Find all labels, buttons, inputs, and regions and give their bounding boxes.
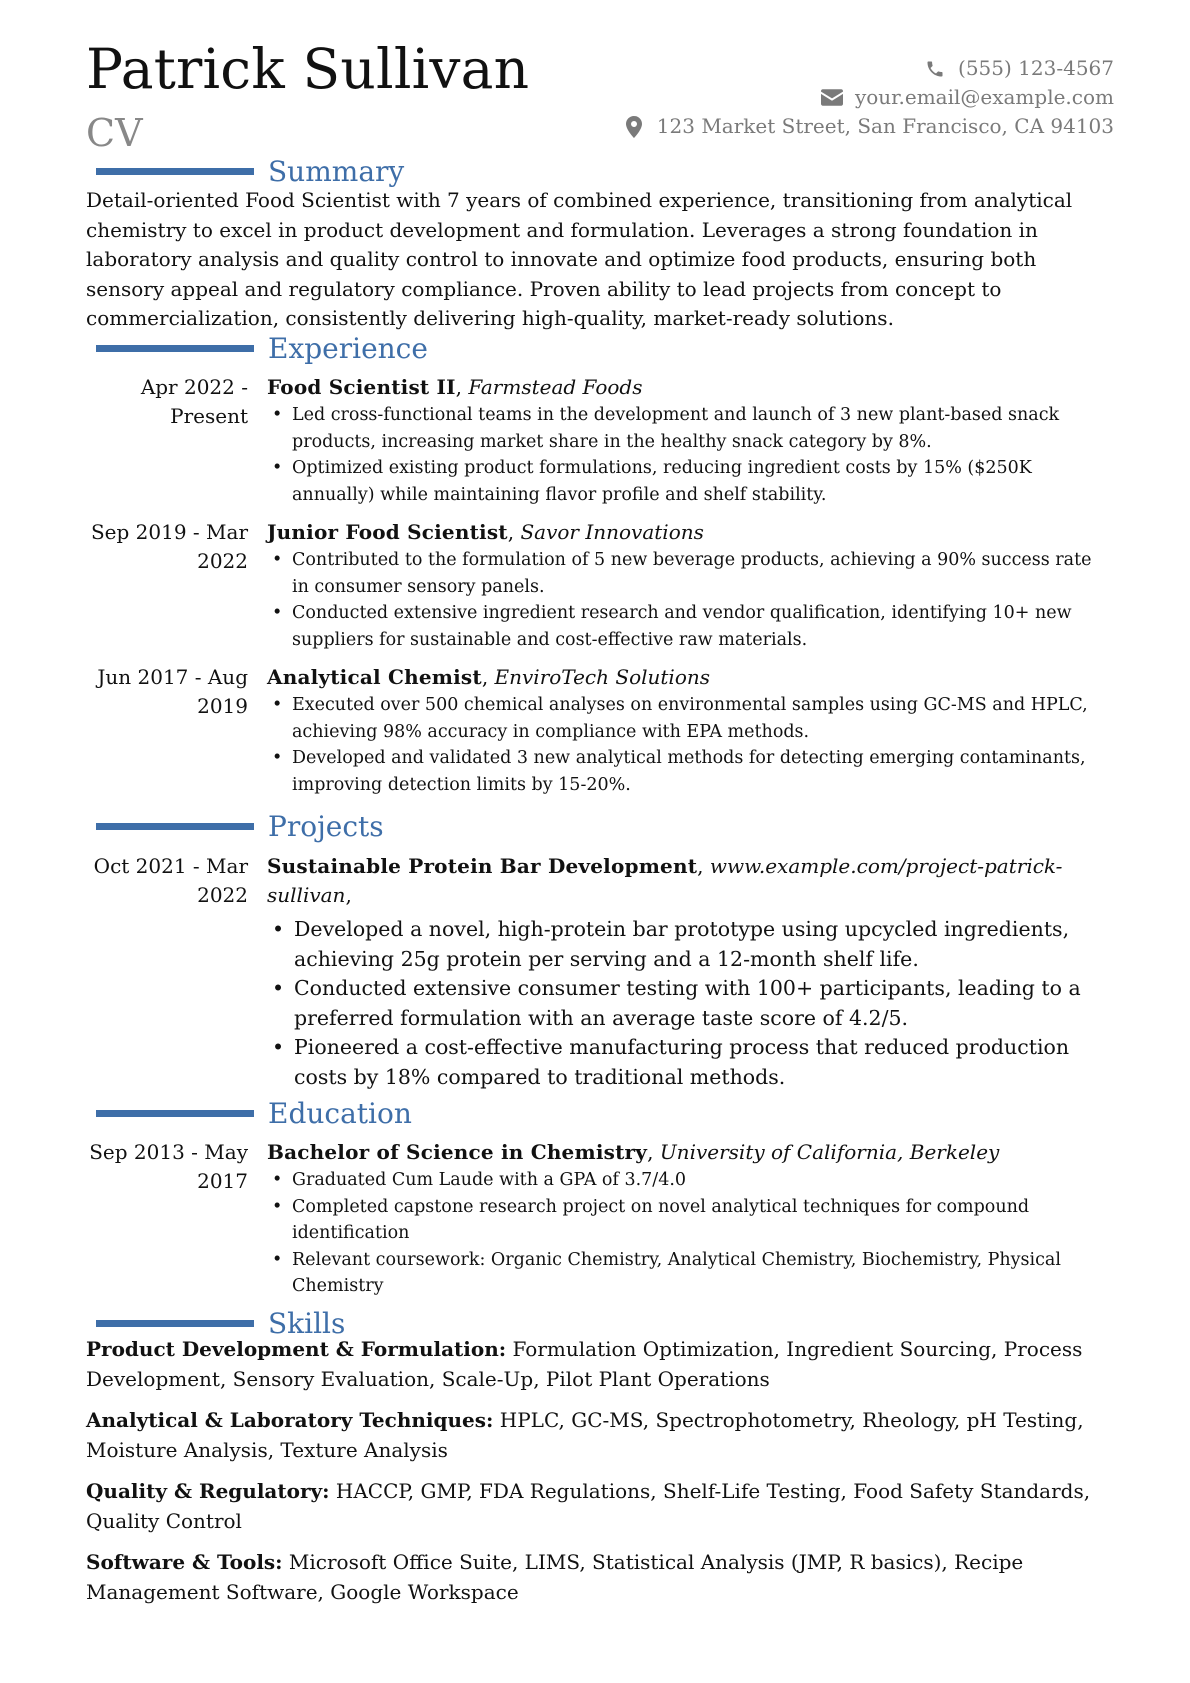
section-accent-bar [96, 168, 254, 175]
skill-row [86, 1548, 1116, 1607]
phone-icon [924, 59, 946, 79]
entry-heading: Analytical Chemist, EnviroTech Solutions [267, 665, 711, 689]
bullet-item: • Contributed to the formulation of 5 new beverage products, achieving a 90% success rate in consumer sensory panels. [267, 547, 1109, 600]
bullet-item: • Graduated Cum Laude with a GPA of 3.7/4.0 [267, 1167, 1109, 1194]
entry-heading: Junior Food Scientist, Savor Innovations [267, 520, 704, 544]
contact-address [554, 112, 1114, 141]
person-name: Patrick Sullivan [86, 37, 530, 101]
skill-list: Microsoft Office Suite, LIMS, Statistical Analysis (JMP, R basics), Recipe Management Software, Google Workspace [86, 1550, 1024, 1604]
bullet-item: • Optimized existing product formulations, reducing ingredient costs by 15% ($250K annually) while maintaining flavor profile and shelf stability. [267, 455, 1109, 508]
bullet-item: • Conducted extensive ingredient research and vendor qualification, identifying 10+ new suppliers for sustainable and cost-effective raw materials. [267, 600, 1109, 653]
bullet-list [267, 402, 1109, 508]
skill-category: Analytical & Laboratory Techniques: [86, 1408, 494, 1432]
bullet-list [267, 1167, 1109, 1300]
bullet-item: • Developed a novel, high-protein bar prototype using upcycled ingredients, achieving 25g protein per serving and a 12-month shelf life. [267, 915, 1109, 974]
entry-date: Jun 2017 - Aug 2019 [97, 665, 248, 718]
employer: EnviroTech Solutions [494, 665, 711, 689]
bullet-item: • Executed over 500 chemical analyses on environmental samples using GC-MS and HPLC, achieving 98% accuracy in compliance with EPA methods. [267, 692, 1109, 745]
envelope-icon [821, 88, 843, 108]
entry-body [267, 373, 1109, 508]
skill-row [86, 1477, 1116, 1536]
bullet-item: • Pioneered a cost-effective manufacturing process that reduced production costs by 18% compared to traditional methods. [267, 1033, 1109, 1092]
experience-section-heading [96, 331, 1096, 367]
bullet-list [267, 915, 1109, 1092]
skill-category: Software & Tools: [86, 1550, 283, 1574]
skill-row [86, 1335, 1116, 1394]
job-title: Junior Food Scientist [267, 520, 508, 544]
contact-email [554, 83, 1114, 112]
bullet-item: • Led cross-functional teams in the development and launch of 3 new plant-based snack products, increasing market share in the healthy snack category by 8%. [267, 402, 1109, 455]
contact-block [554, 54, 1114, 141]
document-subtitle: CV [86, 111, 143, 155]
summary-section-heading [96, 154, 1096, 190]
education-section-heading [96, 1096, 1096, 1132]
entry-heading: Food Scientist II, Farmstead Foods [267, 375, 643, 399]
entry-heading: Sustainable Protein Bar Development, www.example.com/project-patrick-sullivan, [267, 854, 1063, 907]
entry-date: Sep 2013 - May 2017 [89, 1140, 248, 1193]
project-link[interactable]: www.example.com/project-patrick-sullivan [267, 854, 1063, 907]
skill-category: Quality & Regulatory: [86, 1479, 330, 1503]
job-title: Food Scientist II [267, 375, 456, 399]
entry-date: Oct 2021 - Mar 2022 [93, 854, 248, 907]
projects-section-heading [96, 809, 1096, 845]
section-title: Summary [268, 155, 405, 188]
skill-list: HPLC, GC-MS, Spectrophotometry, Rheology, pH Testing, Moisture Analysis, Texture Analysis [86, 1408, 1084, 1462]
entry-date: Sep 2019 - Mar 2022 [90, 520, 248, 573]
entry-heading: Bachelor of Science in Chemistry, University of California, Berkeley [267, 1140, 1000, 1164]
entry-body [267, 518, 1109, 653]
entry-body [267, 663, 1109, 798]
bullet-item: • Conducted extensive consumer testing with 100+ participants, leading to a preferred formulation with an average taste score of 4.2/5. [267, 974, 1109, 1033]
school: University of California, Berkeley [659, 1140, 1000, 1164]
entry-date: Apr 2022 - Present [140, 375, 248, 428]
skill-row [86, 1406, 1116, 1465]
address-text: 123 Market Street, San Francisco, CA 94103 [656, 114, 1114, 138]
bullet-item: • Completed capstone research project on novel analytical techniques for compound identification [267, 1194, 1109, 1247]
summary-text: Detail-oriented Food Scientist with 7 years of combined experience, transitioning from analytical chemistry to excel in product development and formulation. Leverages a strong foundation in laboratory analysis and quality control to innovate and optimize food products, ensuring both sensory appeal and regulatory compliance. Proven ability to lead projects from concept to commercialization, consistently delivering high-quality, market-ready solutions. [86, 188, 1073, 330]
contact-phone [554, 54, 1114, 83]
bullet-item: • Relevant coursework: Organic Chemistry, Analytical Chemistry, Biochemistry, Physical Chemistry [267, 1247, 1109, 1300]
section-title: Projects [268, 810, 384, 843]
section-title: Skills [268, 1307, 346, 1340]
entry-body [267, 1138, 1109, 1300]
skill-list: Formulation Optimization, Ingredient Sourcing, Process Development, Sensory Evaluation, Scale-Up, Pilot Plant Operations [86, 1337, 1083, 1391]
employer: Farmstead Foods [468, 375, 643, 399]
section-accent-bar [96, 1320, 254, 1327]
employer: Savor Innovations [520, 520, 704, 544]
project-name: Sustainable Protein Bar Development [267, 854, 698, 878]
section-title: Education [268, 1097, 412, 1130]
bullet-list [267, 547, 1109, 653]
skill-list: HACCP, GMP, FDA Regulations, Shelf-Life Testing, Food Safety Standards, Quality Control [86, 1479, 1091, 1533]
skill-category: Product Development & Formulation: [86, 1337, 507, 1361]
map-pin-icon [623, 117, 645, 137]
phone-text[interactable]: (555) 123-4567 [958, 56, 1114, 80]
section-accent-bar [96, 345, 254, 352]
section-accent-bar [96, 823, 254, 830]
email-link[interactable]: your.email@example.com [854, 85, 1114, 109]
bullet-item: • Developed and validated 3 new analytical methods for detecting emerging contaminants, improving detection limits by 15-20%. [267, 745, 1109, 798]
bullet-list [267, 692, 1109, 798]
degree: Bachelor of Science in Chemistry [267, 1140, 648, 1164]
entry-body [267, 852, 1109, 1092]
job-title: Analytical Chemist [267, 665, 482, 689]
section-accent-bar [96, 1110, 254, 1117]
section-title: Experience [268, 332, 428, 365]
